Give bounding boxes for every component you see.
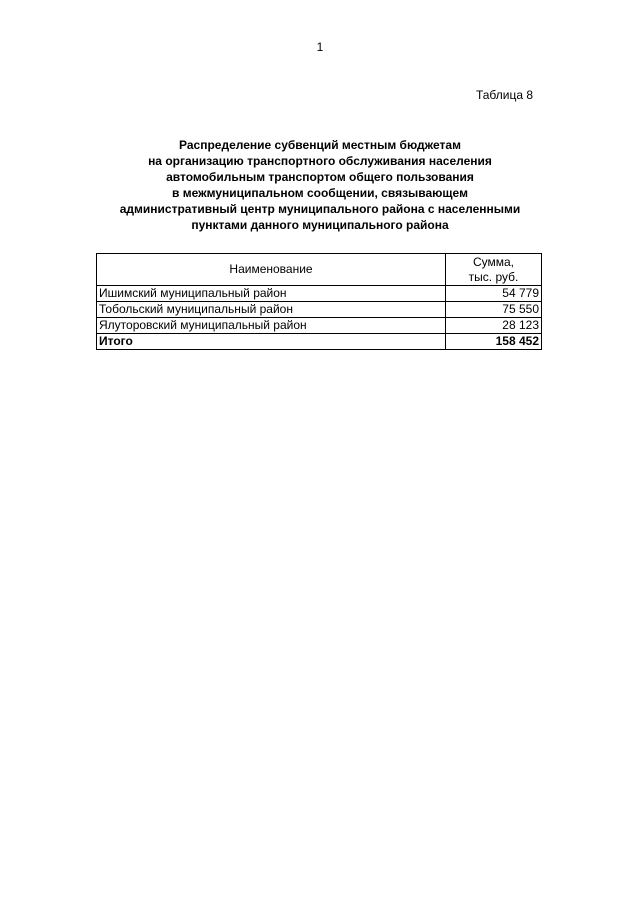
row-value: 54 779 bbox=[446, 286, 542, 302]
row-value: 28 123 bbox=[446, 318, 542, 334]
total-name: Итого bbox=[97, 334, 446, 350]
title-line: пунктами данного муниципального района bbox=[191, 218, 449, 232]
header-sum-line1: Сумма, bbox=[472, 254, 515, 269]
title-line: на организацию транспортного обслуживания населения bbox=[148, 154, 492, 168]
row-value: 75 550 bbox=[446, 302, 542, 318]
table-row bbox=[97, 286, 542, 302]
title-line: Распределение субвенций местным бюджетам bbox=[179, 138, 461, 152]
table-header-row bbox=[97, 254, 542, 286]
title-line: в межмуниципальном сообщении, связывающем bbox=[172, 186, 468, 200]
table-row bbox=[97, 302, 542, 318]
row-name: Ишимский муниципальный район bbox=[97, 286, 446, 302]
header-sum-line2: тыс. руб. bbox=[468, 269, 519, 284]
row-name: Ялуторовский муниципальный район bbox=[97, 318, 446, 334]
table-row bbox=[97, 318, 542, 334]
subventions-table bbox=[96, 253, 542, 350]
row-name: Тобольский муниципальный район bbox=[97, 302, 446, 318]
total-row bbox=[97, 334, 542, 350]
page-number: 1 bbox=[316, 40, 324, 54]
total-value: 158 452 bbox=[446, 334, 542, 350]
header-sum bbox=[446, 254, 542, 286]
table-caption: Таблица 8 bbox=[475, 88, 533, 102]
title-line: автомобильным транспортом общего пользования bbox=[166, 170, 474, 184]
document-title bbox=[80, 137, 560, 233]
header-name: Наименование bbox=[97, 254, 446, 286]
title-line: административный центр муниципального района с населенными bbox=[119, 202, 521, 216]
